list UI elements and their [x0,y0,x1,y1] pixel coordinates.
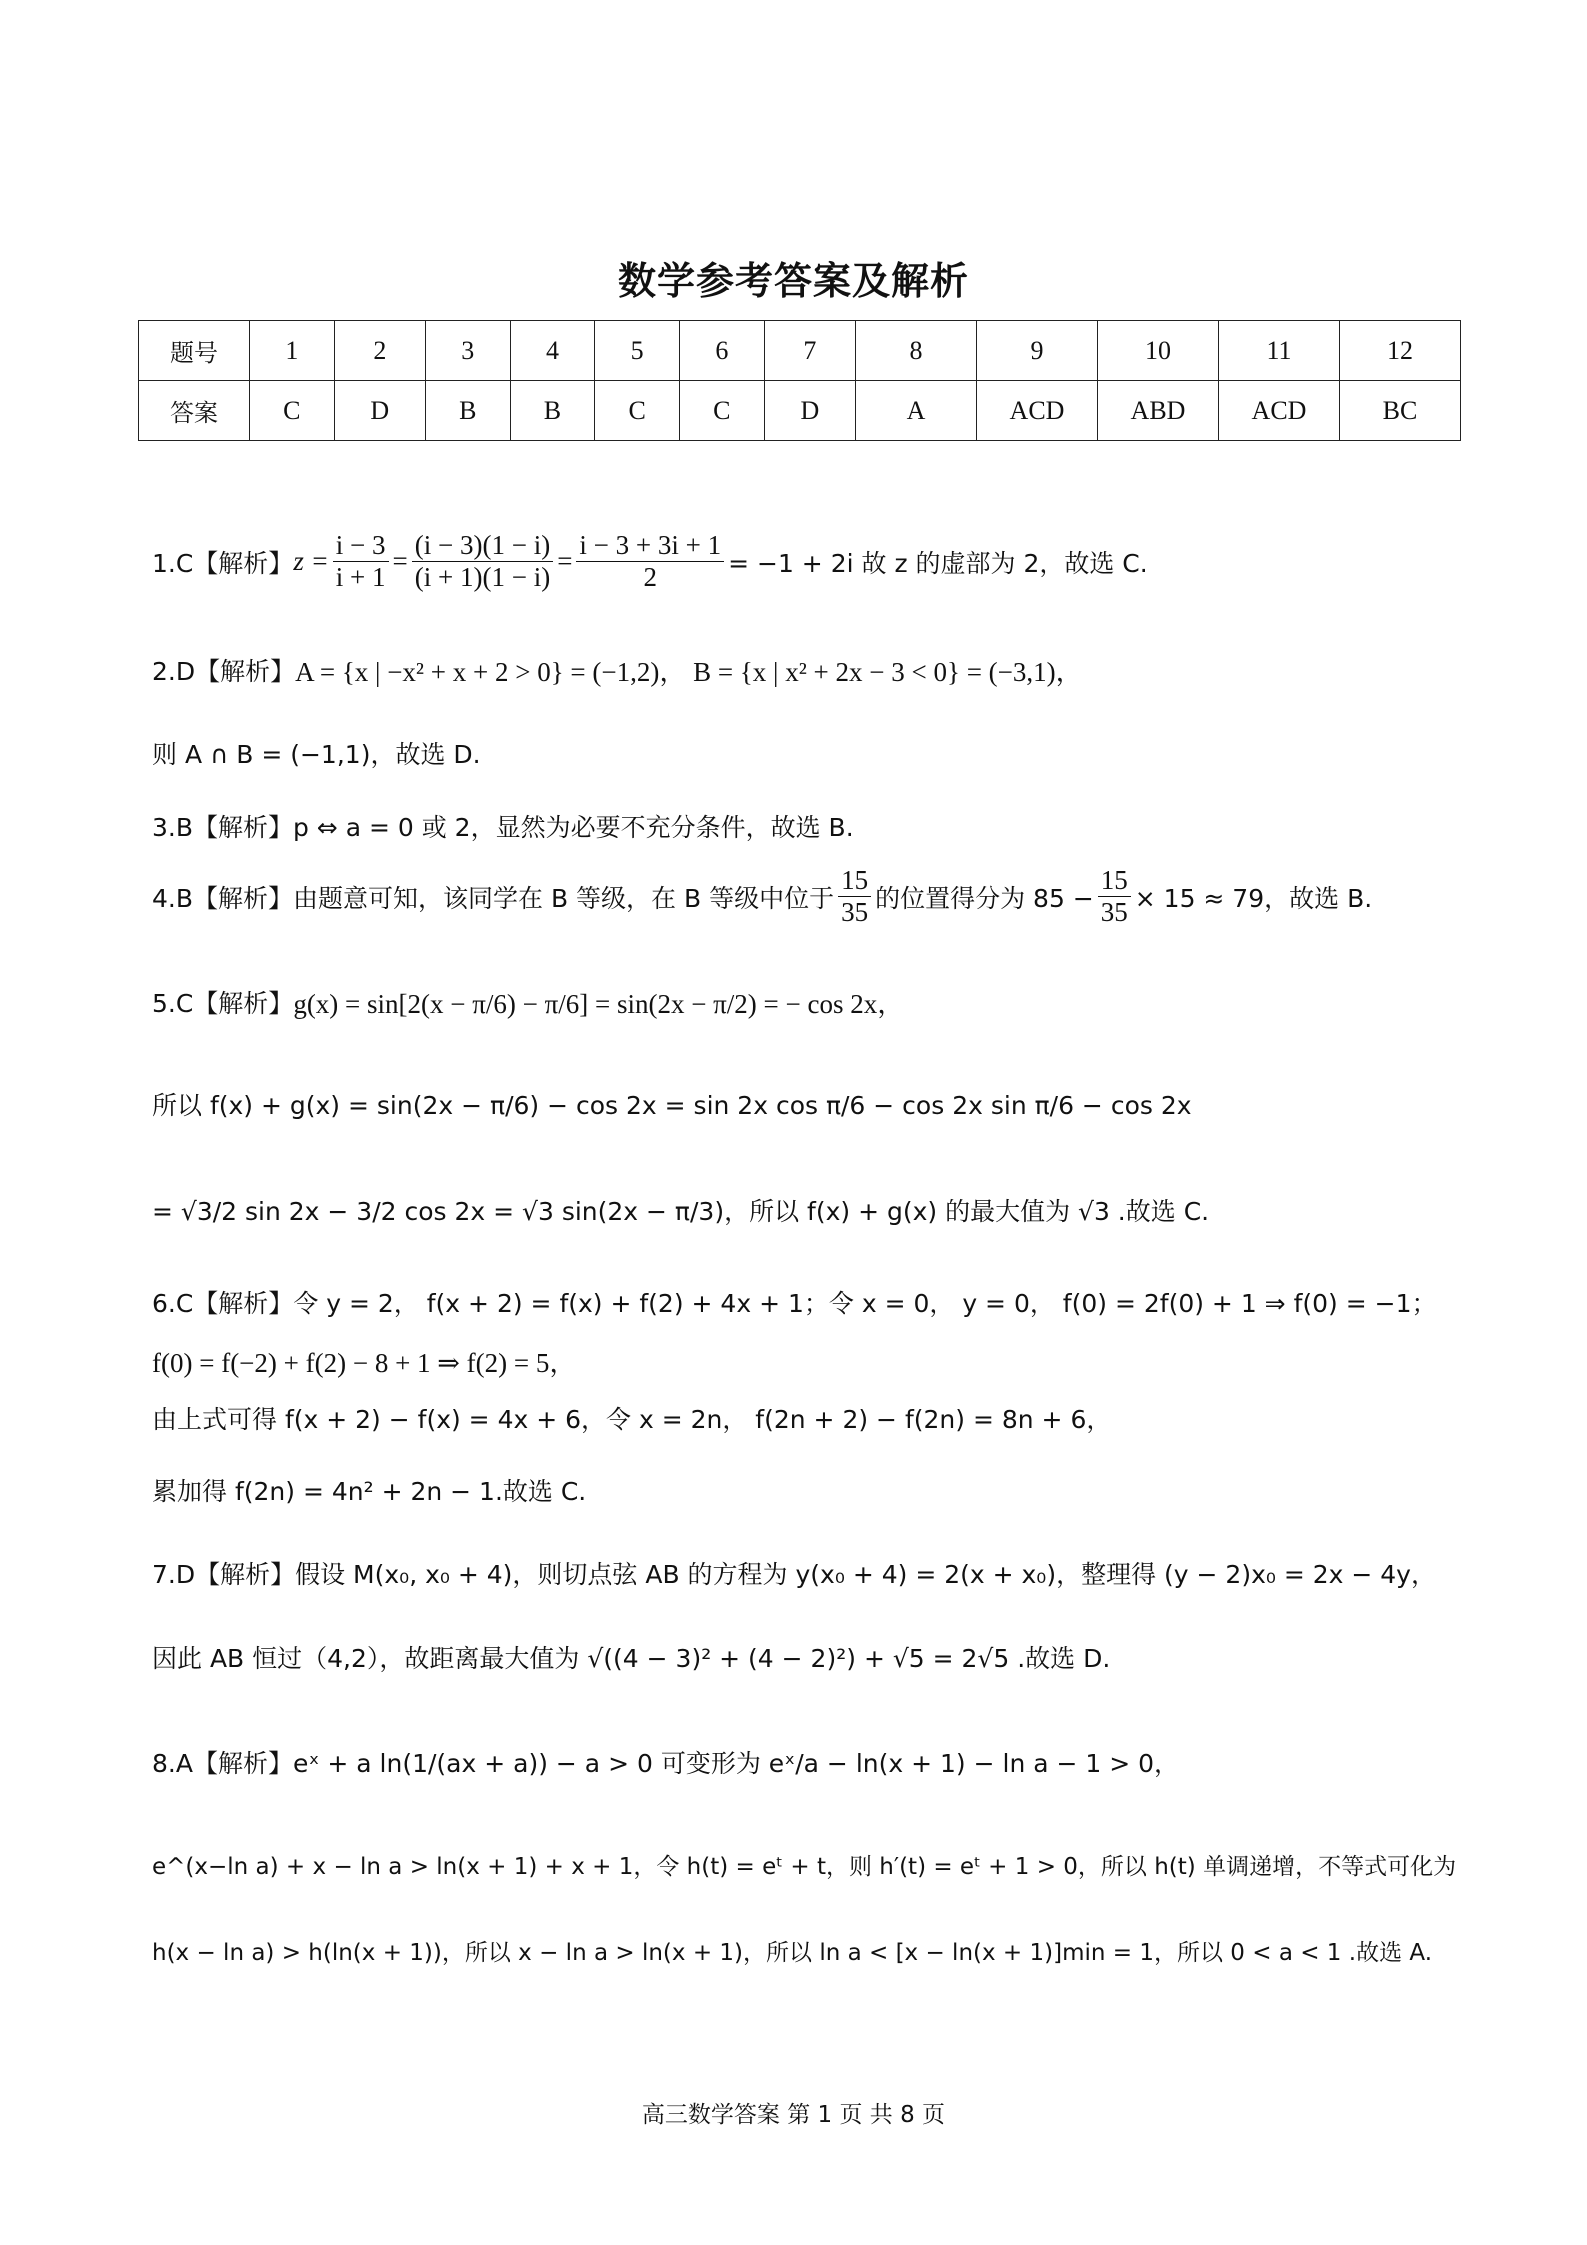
solution-7-line-2: 因此 AB 恒过（4,2），故距离最大值为 √((4 − 3)² + (4 − 2)²) + √5 = 2√5 .故选 D. [152,1644,1111,1673]
math-text: eˣ + a ln(1/(ax + a)) − a > 0 可变形为 eˣ/a − ln(x + 1) − ln a − 1 > 0， [292,1749,1180,1778]
solution-5-line-2: 所以 f(x) + g(x) = sin(2x − π/6) − cos 2x = sin 2x cos π/6 − cos 2x sin π/6 − cos 2x [152,1091,1192,1120]
question-number: 4 [510,321,595,381]
fraction [412,530,553,593]
solution-label: 7.D【解析】 [152,1560,296,1589]
question-number-row [139,321,1461,381]
question-number: 8 [856,321,977,381]
page-footer: 高三数学答案 第 1 页 共 8 页 [641,2102,946,2128]
solution-6 [152,1284,1436,1320]
question-number: 11 [1219,321,1340,381]
page-title: 数学参考答案及解析 [617,259,969,303]
answer-cell: C [250,381,335,441]
answer-cell: B [510,381,595,441]
math-text: g(x) = sin[2(x − π/6) − π/6] = sin(2x − π/2) = − cos 2x， [293,989,905,1019]
answer-table [138,320,1461,441]
question-number: 6 [679,321,764,381]
question-number: 7 [764,321,855,381]
solution-8-line-2: e^(x−ln a) + x − ln a > ln(x + 1) + x + 1，令 h(t) = eᵗ + t，则 h′(t) = eᵗ + 1 > 0，所以 h(t) 单调递增，不等式可化为 [152,1854,1457,1880]
numerator: 15 [838,865,871,897]
solution-label: 2.D【解析】 [152,656,296,686]
math-text: z = [293,546,329,577]
answer-row [139,381,1461,441]
fraction [333,530,389,593]
solution-5 [152,982,904,1021]
denominator: (i + 1)(1 − i) [414,562,551,593]
denominator: i + 1 [335,562,386,593]
math-text: 假设 M(x₀, x₀ + 4)，则切点弦 AB 的方程为 y(x₀ + 4) = 2(x + x₀)，整理得 (y − 2)x₀ = 2x − 4y， [295,1560,1436,1589]
denominator: 35 [841,897,869,928]
answer-cell: A [856,381,977,441]
solution-label: 5.C【解析】 [152,988,294,1018]
solution-8-line-3: h(x − ln a) > h(ln(x + 1))，所以 x − ln a > ln(x + 1)，所以 ln a < [x − ln(x + 1)]min = 1，所以 0 < a < 1 .故选 A. [152,1940,1433,1966]
answer-cell: C [595,381,680,441]
question-number: 9 [977,321,1098,381]
question-number: 3 [425,321,510,381]
solution-3 [152,808,854,844]
question-number: 5 [595,321,680,381]
math-text: 的位置得分为 85 − [875,883,1094,913]
solution-label: 8.A【解析】 [152,1749,293,1778]
answer-cell: BC [1340,381,1461,441]
fraction [576,530,724,593]
fraction [838,865,871,928]
solution-label: 1.C【解析】 [152,548,294,578]
question-number: 12 [1340,321,1461,381]
solution-2-line-2: 则 A ∩ B = (−1,1)，故选 D. [152,740,481,769]
fraction [1098,865,1131,928]
solution-label: 4.B【解析】 [152,883,294,913]
math-text: = [392,546,408,577]
answer-cell: C [679,381,764,441]
math-text: = [557,546,573,577]
math-text: × 15 ≈ 79，故选 B. [1134,883,1373,913]
solution-6-line-3: 由上式可得 f(x + 2) − f(x) = 4x + 6，令 x = 2n， f(2n + 2) − f(2n) = 8n + 6， [152,1405,1112,1434]
math-text: A = {x | −x² + x + 2 > 0} = (−1,2)， B = {x | x² + 2x − 3 < 0} = (−3,1)， [295,657,1083,687]
question-number: 2 [334,321,425,381]
numerator: i − 3 + 3i + 1 [576,530,724,562]
answer-cell: D [764,381,855,441]
row-header-question: 题号 [139,321,250,381]
numerator: i − 3 [333,530,389,562]
question-number: 1 [250,321,335,381]
denominator: 2 [643,562,658,593]
answer-cell: ACD [1219,381,1340,441]
solution-6-line-4: 累加得 f(2n) = 4n² + 2n − 1.故选 C. [152,1477,587,1506]
solution-7 [152,1555,1436,1591]
math-text: = −1 + 2i 故 z 的虚部为 2，故选 C. [728,548,1148,578]
answer-cell: B [425,381,510,441]
solution-label: 6.C【解析】 [152,1289,294,1318]
question-number: 10 [1098,321,1219,381]
solution-2 [152,650,1083,689]
math-text: 令 y = 2， f(x + 2) = f(x) + f(2) + 4x + 1；令 x = 0， y = 0， f(0) = 2f(0) + 1 ⇒ f(0) = −1； [293,1289,1437,1318]
solution-1 [152,530,1148,593]
math-text: p ⇔ a = 0 或 2，显然为必要不充分条件，故选 B. [293,813,854,842]
solution-4 [152,865,1372,928]
solution-8 [152,1744,1179,1780]
answer-cell: ABD [1098,381,1219,441]
denominator: 35 [1100,897,1128,928]
math-text: 由题意可知，该同学在 B 等级，在 B 等级中位于 [293,883,835,913]
row-header-answer: 答案 [139,381,250,441]
solution-5-line-3: = √3/2 sin 2x − 3/2 cos 2x = √3 sin(2x − π/3)，所以 f(x) + g(x) 的最大值为 √3 .故选 C. [152,1197,1210,1226]
numerator: 15 [1098,865,1131,897]
solution-6-line-2: f(0) = f(−2) + f(2) − 8 + 1 ⇒ f(2) = 5， [152,1348,577,1378]
numerator: (i − 3)(1 − i) [412,530,553,562]
answer-cell: D [334,381,425,441]
answer-cell: ACD [977,381,1098,441]
solution-label: 3.B【解析】 [152,813,294,842]
